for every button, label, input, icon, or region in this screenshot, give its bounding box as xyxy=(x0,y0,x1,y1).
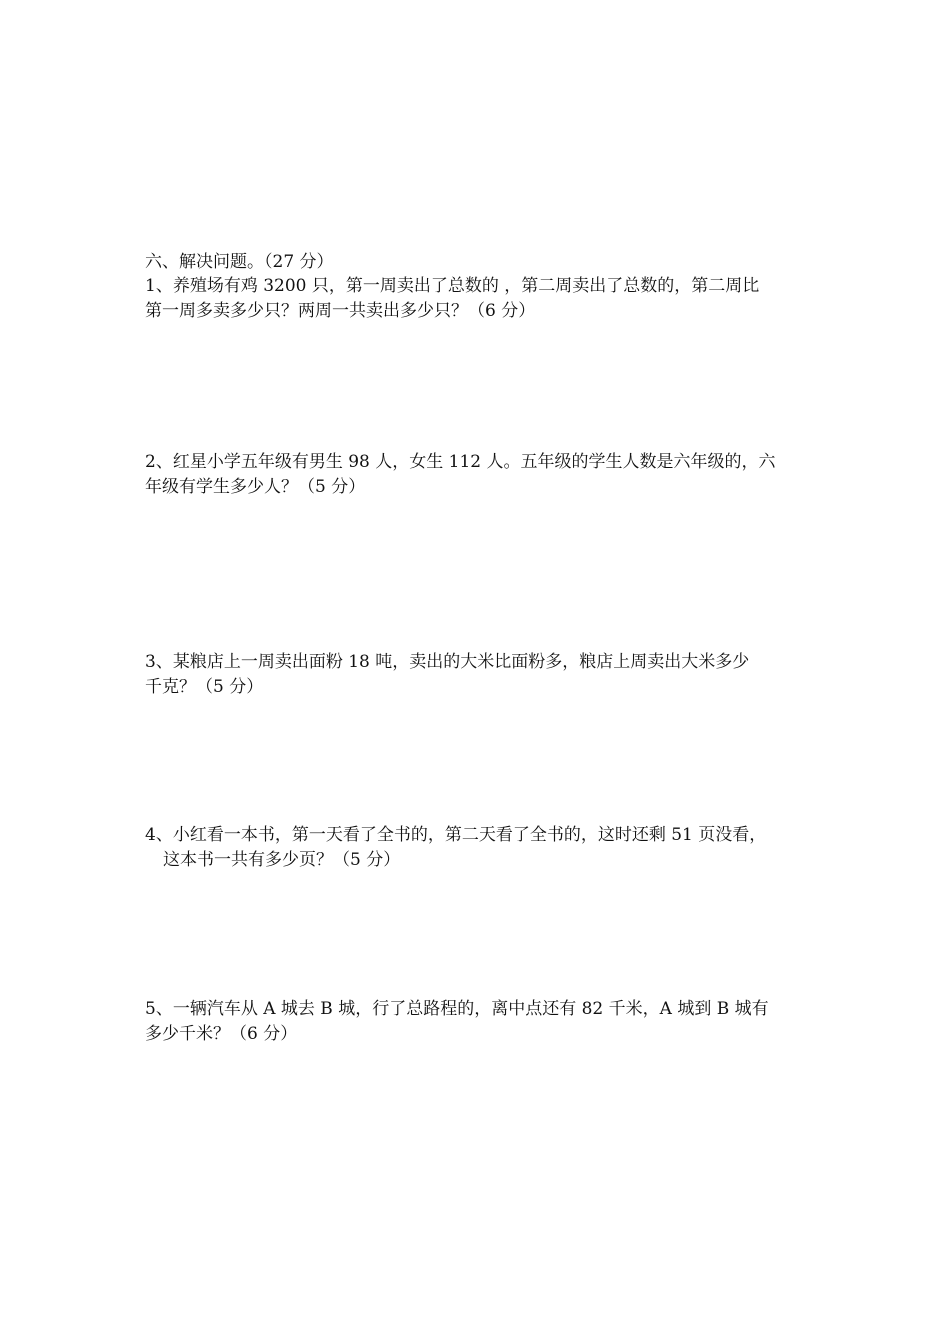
problem-3-line-2: 千克？（5 分） xyxy=(145,677,264,697)
problem-2-line-1: 2、红星小学五年级有男生 98 人，女生 112 人。五年级的学生人数是六年级的，六 xyxy=(145,452,776,472)
problem-5-line-1: 5、一辆汽车从 A 城去 B 城，行了总路程的，离中点还有 82 千米，A 城到 B 城有 xyxy=(145,999,769,1019)
problem-1-line-2: 第一周多卖多少只？两周一共卖出多少只？（6 分） xyxy=(145,301,536,321)
problem-2-line-2: 年级有学生多少人？（5 分） xyxy=(145,477,366,497)
problem-5-line-2: 多少千米？（6 分） xyxy=(145,1024,298,1044)
problem-4-line-1: 4、小红看一本书，第一天看了全书的，第二天看了全书的，这时还剩 51 页没看， xyxy=(145,825,767,845)
section-heading: 六、解决问题。（27 分） xyxy=(145,252,334,272)
problem-1-line-1: 1、养殖场有鸡 3200 只，第一周卖出了总数的 ，第二周卖出了总数的，第二周比 xyxy=(145,276,760,296)
problem-4-line-2: 这本书一共有多少页？（5 分） xyxy=(163,850,401,870)
problem-3-line-1: 3、某粮店上一周卖出面粉 18 吨，卖出的大米比面粉多，粮店上周卖出大米多少 xyxy=(145,652,750,672)
